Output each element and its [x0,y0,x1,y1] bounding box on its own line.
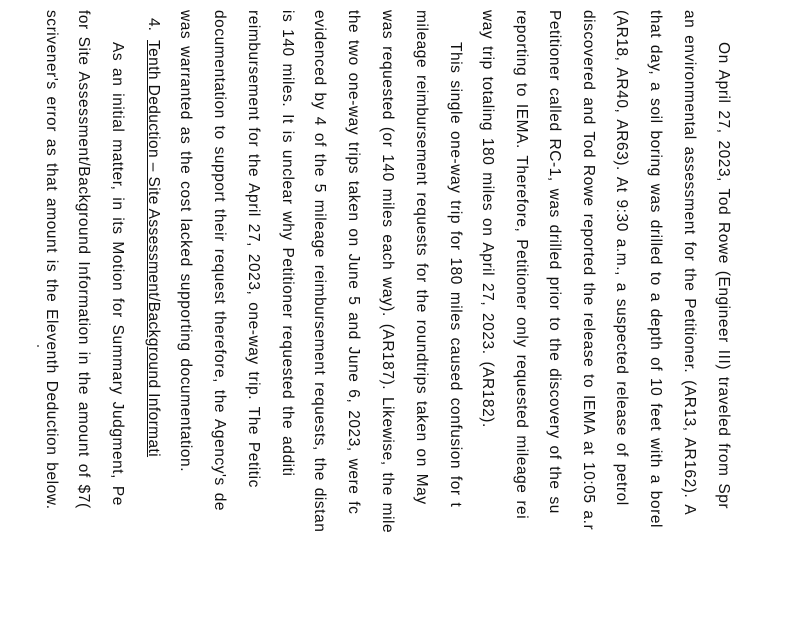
paragraph-1-line-7: reporting to IEMA. Therefore, Petitioner only requested mileage rei [513,10,530,520]
paragraph-1-line-2: an environmental assessment for the Petitioner. (AR13, AR162). A [681,10,698,516]
paragraph-1-line-8: way trip totaling 180 miles on April 27, 2023. (AR182). [479,10,496,428]
paragraph-2-line-9: was warranted as the cost lacked supporting documentation. [177,10,194,473]
rotated-text-block [43,10,732,618]
paragraph-1-line-3: that day, a soil boring was drilled to a depth of 10 feet with a borel [647,10,664,528]
paragraph-1-line-4: (AR18, AR40, AR63). At 9:30 a.m., a suspected release of petrol [613,10,630,506]
section-number: 4. [145,18,162,31]
paragraph-3-line-1: As an initial matter, in its Motion for Summary Judgment, Pe [109,42,126,506]
paragraph-2-line-4: the two one-way trips taken on June 5 and June 6, 2023, were fc [345,10,362,515]
section-heading: Tenth Deduction – Site Assessment/Background Informati [145,40,162,458]
paragraph-1-line-5: discovered and Tod Rowe reported the release to IEMA at 10:05 a.r [580,10,597,531]
paragraph-3-line-3: scrivener's error as that amount is the Eleventh Deduction below. [43,10,60,510]
paragraph-2-line-2: mileage reimbursement requests for the roundtrips taken on May [413,10,430,505]
paragraph-2-line-5: evidenced by 4 of the 5 mileage reimbursement requests, the distan [311,10,328,533]
paragraph-3-line-2: for Site Assessment/Background Information in the amount of $7( [75,10,92,509]
paragraph-2-line-8: documentation to support their request therefore, the Agency's de [211,10,228,512]
paragraph-2-line-6: is 140 miles. It is unclear why Petitioner requested the additi [279,10,296,477]
paragraph-2-line-3: was requested (or 140 miles each way). (AR187). Likewise, the mile [379,10,396,534]
paragraph-2-line-1: This single one-way trip for 180 miles caused confusion for t [447,42,464,508]
paragraph-1-line-6: Petitioner called RC-1, was drilled prior to the discovery of the su [546,10,563,514]
paragraph-2-line-7: reimbursement for the April 27, 2023, one-way trip. The Petitic [245,10,262,488]
paragraph-1-line-1: On April 27, 2023, Tod Rowe (Engineer III) traveled from Spr [715,42,732,510]
scan-speck [37,345,39,347]
